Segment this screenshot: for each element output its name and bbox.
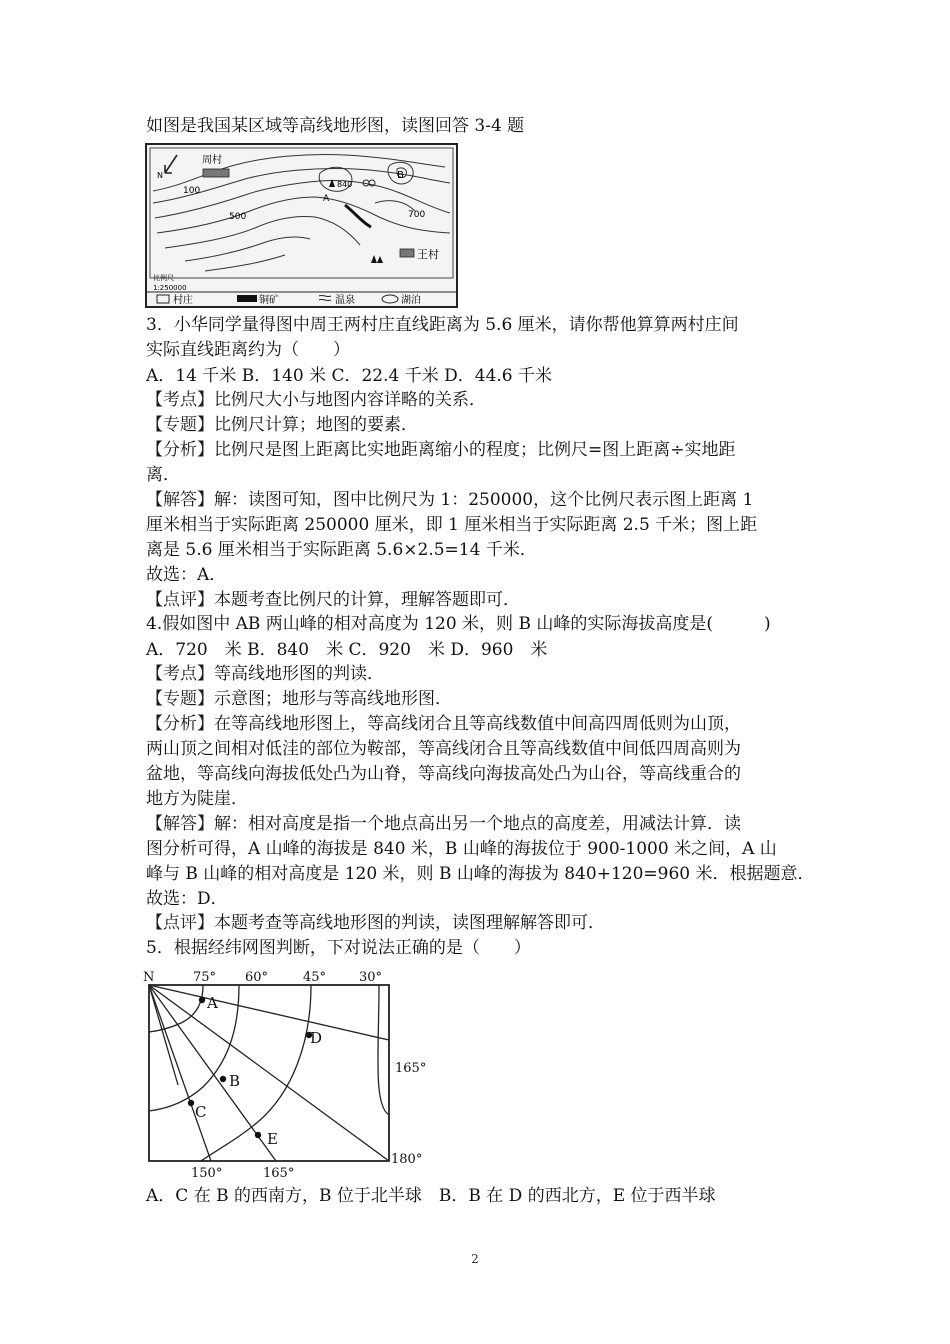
q4-answer: 故选：D． [146,889,228,909]
top-label-60: 60° [245,970,269,985]
q4-zhuanti [146,687,452,711]
right-label-180: 180° [391,1152,423,1167]
peak-a-label: A [323,194,330,204]
fenxi-tag: 【分析】 [146,440,214,460]
q4-jieda [146,812,741,836]
q3-jieda-line-2: 厘米相当于实际距离 250000 厘米，即 1 厘米相当于实际距离 2.5 千米；图上距 [146,515,758,535]
point-a-label: A [207,994,218,1012]
fenxi-text-1: 在等高线地形图上，等高线闭合且等高线数值中间高四周低则为山顶， [214,714,741,734]
q5-stem: 5．根据经纬网图判断，下对说法正确的是（ ） [146,938,531,958]
scale-value: 1:250000 [153,284,187,292]
jieda-text-1: 解：读图可知，图中比例尺为 1：250000，这个比例尺表示图上距离 1 [214,490,754,510]
q3-fenxi-line-2: 离． [146,465,180,485]
dianping-tag: 【点评】 [146,590,214,610]
q4-fenxi-line-2: 两山顶之间相对低洼的部位为鞍部，等高线闭合且等高线数值中间低四周高则为 [146,739,741,759]
q4-kaodian [146,662,384,686]
top-label-30: 30° [359,970,383,985]
q4-dianping [146,911,605,935]
legend-copper: 铜矿 [259,295,279,306]
point-b-label: B [229,1072,241,1090]
legend-lake: 湖泊 [401,295,421,306]
contour-label-100: 100 [183,186,201,196]
q4-jieda-line-2: 图分析可得，A 山峰的海拔是 840 米，B 山峰的海拔位于 900-1000 米之间，A 山 [146,839,777,859]
q4-jieda-line-3: 峰与 B 山峰的相对高度是 120 米，则 B 山峰的海拔为 840+120=960 米．根据题意． [146,864,815,884]
peak-b-label: B [397,170,404,181]
contour-label-700: 700 [408,210,426,220]
point-c-label: C [195,1103,207,1121]
graticule-north-label: N [143,970,155,985]
q4-fenxi [146,712,741,736]
village-wang-label: 王村 [417,248,439,261]
contour-map-figure [145,143,458,308]
q3-answer: 故选：A． [146,565,227,585]
bottom-label-150: 150° [191,1166,223,1180]
q4-fenxi-line-4: 地方为陡崖． [146,789,248,809]
jieda-text-1: 解：相对高度是指一个地点高出另一个地点的高度差，用减法计算．读 [214,814,741,834]
kaodian-text: 等高线地形图的判读． [214,664,384,684]
right-label-165: 165° [395,1061,427,1076]
top-label-45: 45° [303,970,327,985]
kaodian-tag: 【考点】 [146,664,214,684]
contour-label-500: 500 [229,212,247,222]
page-number: 2 [471,1252,479,1266]
dianping-text: 本题考查等高线地形图的判读，读图理解解答即可． [214,913,605,933]
point-e-label: E [267,1130,278,1148]
dianping-tag: 【点评】 [146,913,214,933]
village-zhou-label: 周村 [202,155,222,166]
legend-hotspring: 温泉 [335,295,355,306]
scale-label: 比例尺 [153,274,174,282]
jieda-tag: 【解答】 [146,814,214,834]
q3-zhuanti [146,413,418,437]
q4-fenxi-line-3: 盆地，等高线向海拔低处凸为山脊，等高线向海拔高处凸为山谷，等高线重合的 [146,764,741,784]
q3-stem-line-1: 3．小华同学量得图中周王两村庄直线距离为 5.6 厘米，请你帮他算算两村庄间 [146,315,739,335]
zhuanti-tag: 【专题】 [146,415,214,435]
q4-options: A．720 米 B．840 米 C．920 米 D．960 米 [146,640,548,660]
fenxi-text-1: 比例尺是图上距离比实地距离缩小的程度；比例尺=图上距离÷实地距 [214,440,736,460]
fenxi-tag: 【分析】 [146,714,214,734]
q3-fenxi [146,438,736,462]
bottom-label-165: 165° [263,1166,295,1180]
q4-stem: 4.假如图中 AB 两山峰的相对高度为 120 米，则 B 山峰的实际海拔高度是( ) [146,614,771,634]
map-north-label: N [157,171,163,180]
intro-text: 如图是我国某区域等高线地形图，读图回答 3-4 题 [146,116,525,136]
dianping-text: 本题考查比例尺的计算，理解答题即可． [214,590,520,610]
top-label-75: 75° [193,970,217,985]
kaodian-text: 比例尺大小与地图内容详略的关系． [214,390,486,410]
zhuanti-text: 比例尺计算；地图的要素． [214,415,418,435]
kaodian-tag: 【考点】 [146,390,214,410]
q3-stem-line-2: 实际直线距离约为（ ） [146,340,350,360]
q3-jieda-line-3: 离是 5.6 厘米相当于实际距离 5.6×2.5=14 千米． [146,540,537,560]
point-d-label: D [310,1029,323,1047]
q3-jieda [146,488,753,512]
contour-label-840: 840 [337,180,353,189]
legend-village: 村庄 [173,295,193,306]
graticule-figure [143,965,433,1180]
zhuanti-text: 示意图；地形与等高线地形图． [214,689,452,709]
q5-options-ab: A．C 在 B 的西南方，B 位于北半球 B．B 在 D 的西北方，E 位于西半球 [146,1186,716,1206]
q3-dianping [146,588,520,612]
jieda-tag: 【解答】 [146,490,214,510]
q3-options: A．14 千米 B．140 米 C．22.4 千米 D．44.6 千米 [146,366,553,386]
q3-kaodian [146,388,486,412]
zhuanti-tag: 【专题】 [146,689,214,709]
